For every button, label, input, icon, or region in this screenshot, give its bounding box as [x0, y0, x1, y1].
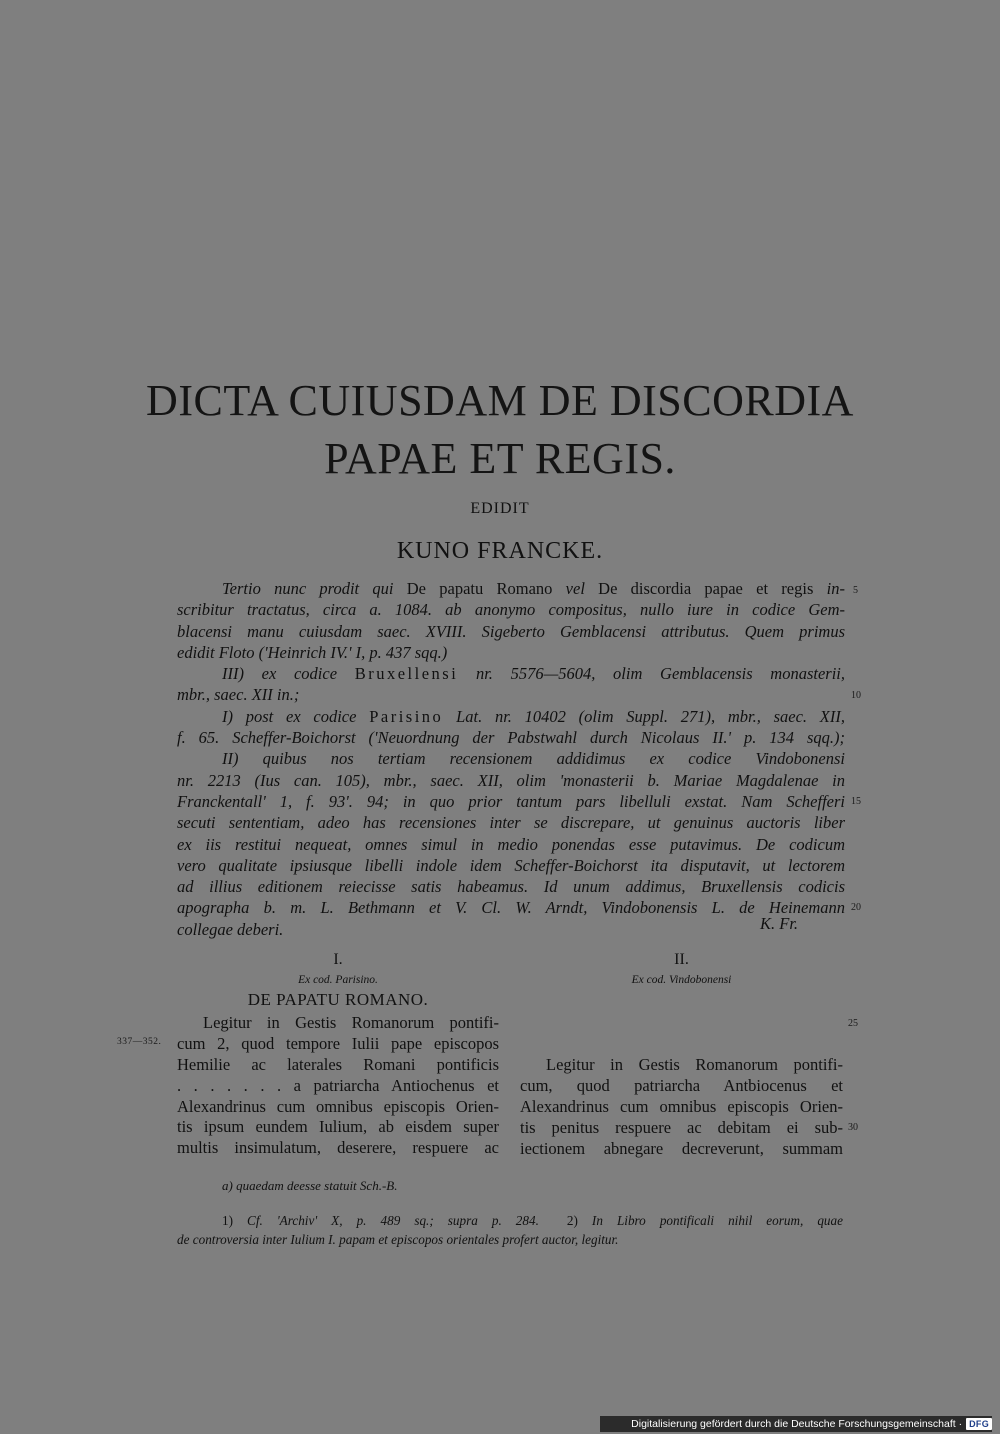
line-number: 20 — [851, 902, 861, 913]
col1-source: Ex cod. Parisino. — [298, 974, 378, 986]
intro-line: ad illius editionem reiecisse satis habeamus. Id unum addimus, Bruxellensis codicis — [177, 877, 845, 897]
col2-line: tis penitus respuere ac debitam ei sub- — [520, 1117, 843, 1137]
line-number: 25 — [848, 1018, 858, 1029]
intro-line: II) quibus nos tertiam recensionem addidimus ex codice Vindobonensi — [222, 749, 845, 769]
line-number: 15 — [851, 796, 861, 807]
line-number: 5 — [853, 585, 858, 596]
edidit-label: EDIDIT — [470, 500, 530, 517]
editor-name: KUNO FRANCKE. — [396, 538, 604, 564]
col1-line: tis ipsum eundem Iulium, ab eisdem super — [177, 1117, 499, 1137]
intro-line: collegae deberi. — [177, 919, 284, 939]
intro-line: nr. 2213 (Ius can. 105), mbr., saec. XII, olim 'monasterii b. Mariae Magdalenae in — [177, 770, 845, 790]
intro-line: edidit Floto ('Heinrich IV.' I, p. 437 sqq.) — [177, 642, 448, 662]
intro-line: f. 65. Scheffer-Boichorst ('Neuordnung der Pabstwahl durch Nicolaus II.' p. 134 sqq.); — [177, 728, 845, 748]
intro-paragraph — [177, 578, 845, 940]
col2-line: cum, quod patriarcha Antbiocenus et — [520, 1075, 843, 1095]
intro-line: III) ex codice Bruxellensi nr. 5576—5604, olim Gemblacensis monasterii, — [222, 664, 846, 684]
col1-line: Hemilie ac laterales Romani pontificis — [177, 1054, 499, 1074]
intro-line: blacensi manu cuiusdam saec. XVIII. Sigeberto Gemblacensi attributus. Quem primus — [177, 621, 845, 641]
line-number: 30 — [848, 1122, 858, 1133]
col2-source: Ex cod. Vindobonensi — [631, 974, 732, 986]
col1-line: . . . . . . . a patriarcha Antiochenus et — [177, 1075, 499, 1095]
dfg-logo-icon: DFG — [966, 1418, 992, 1430]
intro-line: vero qualitate ipsiusque libelli indole idem Scheffer-Boichorst ita disputavit, ut lectorem — [177, 855, 845, 875]
intro-line: scribitur tractatus, circa a. 1084. ab anonymo compositus, nullo iure in codice Gem- — [177, 600, 845, 620]
intro-line: Franckentall' 1, f. 93'. 94; in quo prior tantum pars libelluli exstat. Nam Schefferi — [177, 791, 845, 811]
intro-line: mbr., saec. XII in.; — [177, 685, 300, 705]
intro-line: Tertio nunc prodit qui De papatu Romano vel De discordia papae et regis in- — [222, 579, 845, 598]
col1-numeral: I. — [333, 951, 343, 968]
intro-line: I) post ex codice Parisino Lat. nr. 10402 (olim Suppl. 271), mbr., saec. XII, — [222, 706, 845, 726]
footnote-line: de controversia inter Iulium I. papam et episcopos orientales profert auctor, legitur. — [177, 1232, 619, 1247]
col1-line: Alexandrinus cum omnibus episcopis Orien- — [177, 1096, 499, 1116]
title-line-1: DICTA CUIUSDAM DE DISCORDIA — [146, 376, 854, 425]
footnotes — [177, 1211, 843, 1249]
editor-signature: K. Fr. — [760, 914, 799, 933]
col1-line: Legitur in Gestis Romanorum pontifi- — [203, 1013, 499, 1032]
line-number: 10 — [851, 690, 861, 701]
dfg-banner-text: Digitalisierung gefördert durch die Deutsche Forschungsgemeinschaft · — [631, 1418, 963, 1430]
margin-reference: 337—352. — [117, 1037, 162, 1047]
col1-line: cum 2, quod tempore Iulii pape episcopos — [177, 1033, 499, 1053]
col2-line: iectionem abnegare decreverunt, summam — [520, 1138, 843, 1158]
dfg-banner — [631, 1417, 992, 1431]
col2-numeral: II. — [674, 951, 689, 968]
intro-line: apographa b. m. L. Bethmann et V. Cl. W. Arndt, Vindobonensis L. de Heinemann — [177, 898, 845, 918]
col2-line: Alexandrinus cum omnibus episcopis Orien- — [520, 1096, 843, 1116]
footnote-line: 1) Cf. 'Archiv' X, p. 489 sq.; supra p. 284. 2) In Libro pontificali nihil eorum, quae — [222, 1213, 843, 1228]
col2-line: Legitur in Gestis Romanorum pontifi- — [546, 1055, 843, 1074]
col1-text — [177, 1013, 499, 1159]
col2-text — [520, 1055, 843, 1159]
col1-heading: DE PAPATU ROMANO. — [247, 990, 429, 1009]
intro-line: secuti sententiam, adeo has recensiones inter se discrepare, ut genuinus auctoris liber — [177, 813, 845, 833]
col1-line: multis insimulatum, deserere, respuere ac — [177, 1138, 499, 1158]
title-line-2: PAPAE ET REGIS. — [324, 434, 676, 483]
textual-footnote: a) quaedam deesse statuit Sch.-B. — [222, 1178, 398, 1193]
intro-line: ex iis restitui nequeat, omnes simul in medio ponendas esse putavimus. De codicum — [177, 834, 845, 854]
